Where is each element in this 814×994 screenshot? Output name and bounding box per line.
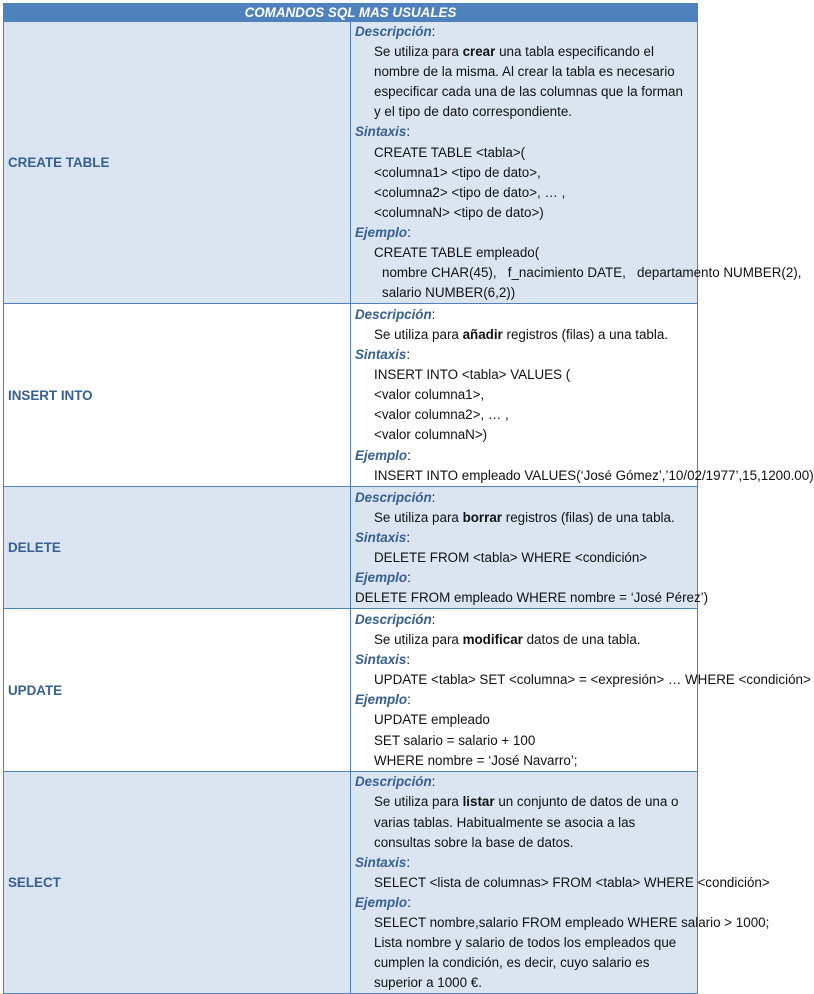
example-label: Ejemplo: <box>355 692 411 708</box>
description-label: Descripción: <box>355 611 436 627</box>
example-label: Ejemplo: <box>355 894 411 910</box>
description-text: Se utiliza para crear una tabla especificando el nombre de la misma. Al crear la tabla es necesario especificar cada una de las columnas que la forman y el tipo de dato correspondiente. <box>374 44 683 120</box>
example-line: DELETE FROM empleado WHERE nombre = ‘José Pérez’) <box>355 590 709 605</box>
syntax-line: <valor columnaN>) <box>374 427 488 443</box>
keyword: añadir <box>462 326 503 342</box>
command-details <box>351 772 770 994</box>
row-insert-into <box>4 304 698 487</box>
syntax-line: <valor columna1>, <box>374 387 485 403</box>
example-label: Ejemplo: <box>355 569 411 585</box>
syntax-line: <columna2> <tipo de dato>, … , <box>374 184 566 200</box>
syntax-line: INSERT INTO <tabla> VALUES ( <box>374 367 571 383</box>
command-details <box>351 304 814 487</box>
example-line: CREATE TABLE empleado( <box>374 245 540 261</box>
command-name: UPDATE <box>4 609 351 772</box>
command-details <box>351 22 802 304</box>
syntax-line: SELECT <lista de columnas> FROM <tabla> WHERE <condición> <box>374 874 770 890</box>
description-label: Descripción: <box>355 306 436 322</box>
description-text: Se utiliza para modificar datos de una tabla. <box>374 632 641 648</box>
description-text: Se utiliza para listar un conjunto de datos de una o varias tablas. Habitualmente se asocia a las consultas sobre la base de datos. <box>374 794 679 850</box>
description-label: Descripción: <box>355 24 436 39</box>
title-row <box>4 4 698 22</box>
syntax-line: <columnaN> <tipo de dato>) <box>374 204 544 220</box>
row-create-table <box>4 22 698 304</box>
command-details <box>351 487 709 609</box>
example-line: salario NUMBER(6,2)) <box>382 285 516 301</box>
example-line: INSERT INTO empleado VALUES(‘José Gómez’,’10/02/1977’,15,1200.00) <box>374 467 814 483</box>
keyword: borrar <box>462 509 503 525</box>
syntax-line: <valor columna2>, … , <box>374 407 509 423</box>
syntax-label: Sintaxis: <box>355 854 411 870</box>
keyword: crear <box>462 44 496 60</box>
example-line: nombre CHAR(45), f_nacimiento DATE, departamento NUMBER(2), <box>382 265 802 281</box>
command-name: INSERT INTO <box>4 304 351 487</box>
example-label: Ejemplo: <box>355 447 411 463</box>
syntax-label: Sintaxis: <box>355 529 411 545</box>
command-name: DELETE <box>4 487 351 609</box>
description-label: Descripción: <box>355 489 436 505</box>
command-details <box>351 609 811 772</box>
syntax-line: UPDATE <tabla> SET <columna> = <expresión> … WHERE <condición> <box>374 672 811 688</box>
syntax-label: Sintaxis: <box>355 652 411 668</box>
syntax-label: Sintaxis: <box>355 124 411 140</box>
example-label: Ejemplo: <box>355 224 411 240</box>
example-line: WHERE nombre = ‘José Navarro’; <box>374 752 578 768</box>
table-title: COMANDOS SQL MAS USUALES <box>4 4 698 22</box>
row-delete <box>4 487 698 609</box>
keyword: listar <box>462 794 495 810</box>
description-text: Se utiliza para borrar registros (filas) de una tabla. <box>374 509 675 525</box>
row-update <box>4 609 698 772</box>
example-line: SELECT nombre,salario FROM empleado WHERE salario > 1000; <box>374 914 770 930</box>
syntax-line: DELETE FROM <tabla> WHERE <condición> <box>374 549 648 565</box>
command-name: CREATE TABLE <box>4 22 351 304</box>
syntax-line: CREATE TABLE <tabla>( <box>374 144 526 160</box>
command-name: SELECT <box>4 772 351 994</box>
example-line: Lista nombre y salario de todos los empleados que cumplen la condición, es decir, cuyo salario es superior a 1000 €. <box>374 935 677 991</box>
description-text: Se utiliza para añadir registros (filas) a una tabla. <box>374 326 668 342</box>
keyword: modificar <box>462 632 523 648</box>
example-line: SET salario = salario + 100 <box>374 732 536 748</box>
description-label: Descripción: <box>355 774 436 790</box>
syntax-line: <columna1> <tipo de dato>, <box>374 164 541 180</box>
row-select <box>4 772 698 994</box>
example-line: UPDATE empleado <box>374 712 490 728</box>
sql-commands-table <box>3 3 814 994</box>
syntax-label: Sintaxis: <box>355 347 411 363</box>
